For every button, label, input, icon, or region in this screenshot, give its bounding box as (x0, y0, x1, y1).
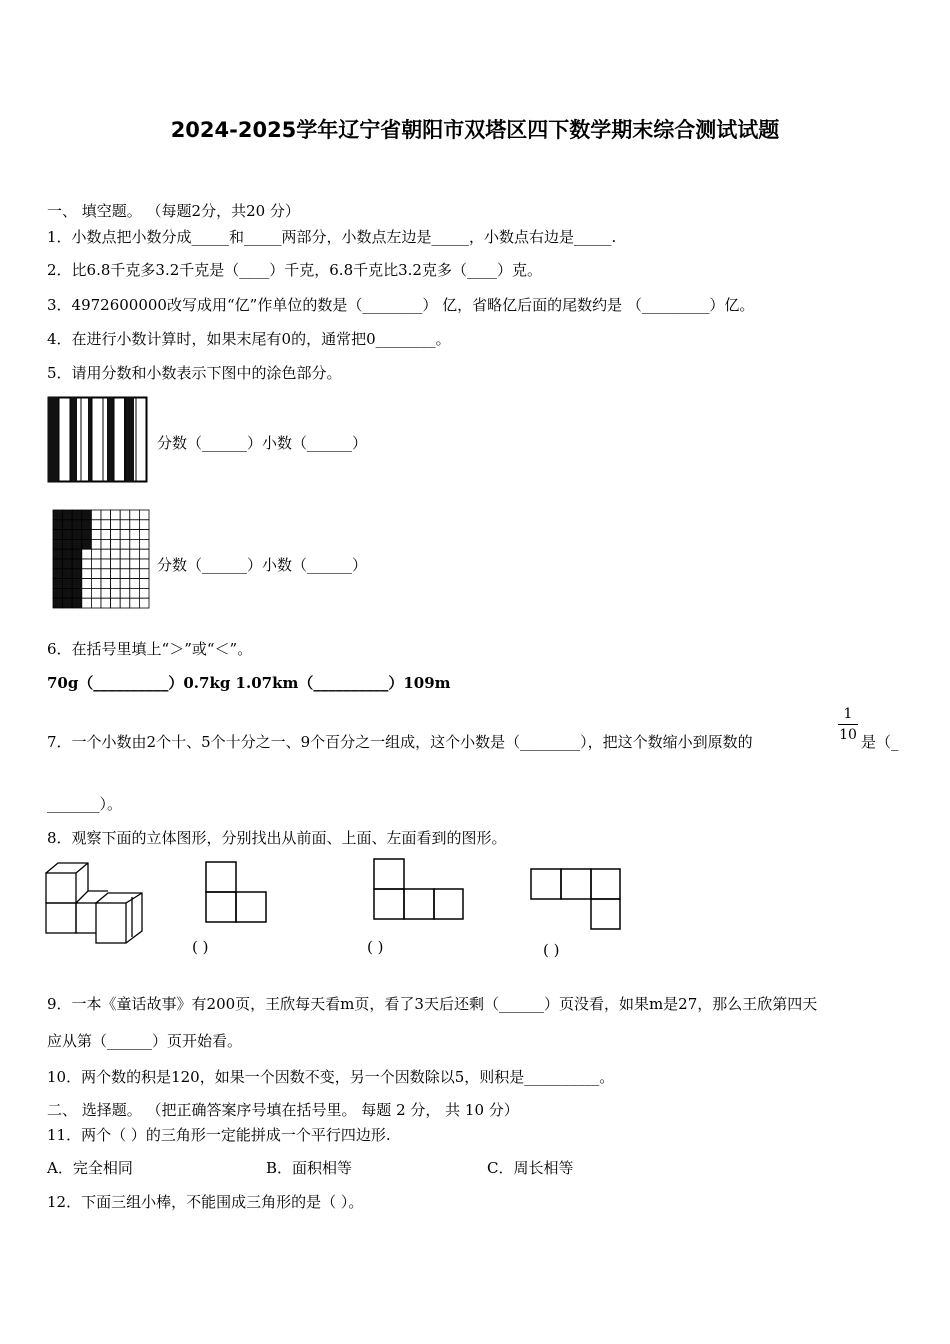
grid-cell (139, 539, 149, 549)
grid-cell (82, 539, 92, 549)
grid-cell (120, 588, 130, 598)
grid-cell (130, 510, 140, 520)
grid-cell (63, 530, 73, 540)
grid-cell (139, 530, 149, 540)
grid-cell (139, 598, 149, 608)
grid-cell (82, 549, 92, 559)
grid-cell (139, 510, 149, 520)
grid-cell (111, 579, 121, 589)
grid-cell (91, 539, 101, 549)
grid-cell (101, 569, 111, 579)
grid-cell (72, 588, 82, 598)
question-7-continued: _______）。 (47, 795, 123, 813)
grid-cell (120, 579, 130, 589)
grid-cell (53, 579, 63, 589)
question-9: 9．一本《童话故事》有200页，王欣每天看m页，看了3天后还剩（______）页没看，如果m是27，那么王欣第四天 (47, 995, 818, 1013)
question-8: 8．观察下面的立体图形，分别找出从前面、上面、左面看到的图形。 (47, 829, 507, 847)
fraction-numerator: 1 (843, 706, 853, 722)
fraction-one-tenth (838, 706, 858, 743)
figure-2-answer: 分数（______）小数（______） (157, 556, 368, 574)
grid-cell (82, 520, 92, 530)
grid-cell (82, 579, 92, 589)
grid-cell (53, 569, 63, 579)
figure-1-answer: 分数（______）小数（______） (157, 434, 368, 452)
grid-cell (72, 569, 82, 579)
question-12: 12．下面三组小棒，不能围成三角形的是（ ）。 (47, 1193, 364, 1211)
grid-cell (82, 559, 92, 569)
grid-cell (72, 520, 82, 530)
section-1-heading: 一、 填空题。 （每题2分，共20 分） (47, 202, 300, 220)
question-2: 2．比6.8千克多3.2千克是（____）千克，6.8千克比3.2克多（____）克。 (47, 261, 542, 279)
grid-cell (111, 588, 121, 598)
grid-cell (63, 520, 73, 530)
grid-cell (63, 579, 73, 589)
grid-cell (130, 530, 140, 540)
grid-cell (63, 559, 73, 569)
question-6-compare: 70g（__________）0.7kg 1.07km（__________）109m (47, 674, 451, 692)
view-option-3 (530, 868, 622, 930)
grid-cell (111, 539, 121, 549)
grid-cell (120, 539, 130, 549)
grid-cell (139, 569, 149, 579)
grid-cell (101, 530, 111, 540)
grid-cell (139, 559, 149, 569)
grid-cell (130, 569, 140, 579)
grid-cell (63, 539, 73, 549)
grid-cell (53, 559, 63, 569)
grid-cell (63, 598, 73, 608)
question-7-end: 是（_ (861, 733, 899, 751)
grid-cell (120, 520, 130, 530)
grid-cell (82, 569, 92, 579)
option-c: C．周长相等 (487, 1159, 574, 1177)
fraction-denominator: 10 (839, 727, 857, 743)
view-option-1 (205, 861, 269, 923)
grid-cell (82, 530, 92, 540)
grid-cell (111, 559, 121, 569)
grid-cell (101, 510, 111, 520)
grid-cell (101, 588, 111, 598)
grid-cell (101, 549, 111, 559)
grid-cell (53, 510, 63, 520)
question-11: 11．两个（ ）的三角形一定能拼成一个平行四边形. (47, 1126, 391, 1144)
grid-cell (91, 559, 101, 569)
grid-cell (130, 588, 140, 598)
stripes-figure (48, 397, 148, 483)
grid-cell (120, 549, 130, 559)
grid-cell (91, 510, 101, 520)
grid-cell (111, 510, 121, 520)
grid-cell (139, 549, 149, 559)
grid-cell (139, 520, 149, 530)
grid-cell (139, 588, 149, 598)
grid-cell (130, 549, 140, 559)
grid-cell (120, 569, 130, 579)
question-4: 4．在进行小数计算时，如果末尾有0的，通常把0________。 (47, 330, 451, 348)
grid-figure (52, 509, 150, 610)
grid-cell (130, 539, 140, 549)
grid-cell (72, 530, 82, 540)
grid-cell (101, 539, 111, 549)
grid-cell (63, 569, 73, 579)
grid-cell (91, 588, 101, 598)
grid-cell (82, 510, 92, 520)
view-3-answer-blank: ( ) (543, 941, 560, 959)
grid-cell (101, 520, 111, 530)
page-title: 2024-2025学年辽宁省朝阳市双塔区四下数学期末综合测试试题 (170, 118, 780, 142)
grid-cell (72, 559, 82, 569)
grid-cell (91, 579, 101, 589)
grid-cell (120, 510, 130, 520)
grid-cell (120, 530, 130, 540)
question-5: 5．请用分数和小数表示下图中的涂色部分。 (47, 364, 342, 382)
grid-cell (111, 598, 121, 608)
grid-cell (53, 539, 63, 549)
grid-cell (130, 520, 140, 530)
grid-cell (63, 549, 73, 559)
grid-cell (130, 579, 140, 589)
grid-cell (91, 520, 101, 530)
grid-cell (63, 588, 73, 598)
grid-cell (120, 598, 130, 608)
grid-cell (72, 539, 82, 549)
grid-cell (82, 588, 92, 598)
grid-cell (82, 598, 92, 608)
grid-cell (53, 520, 63, 530)
grid-cell (72, 598, 82, 608)
grid-cell (101, 579, 111, 589)
question-1: 1．小数点把小数分成_____和_____两部分，小数点左边是_____，小数点右边是_____. (47, 228, 617, 246)
grid-cell (72, 549, 82, 559)
grid-cell (111, 569, 121, 579)
grid-cell (53, 549, 63, 559)
question-7: 7．一个小数由2个十、5个十分之一、9个百分之一组成，这个小数是（________），把这个数缩小到原数的 (47, 733, 753, 751)
grid-cell (120, 559, 130, 569)
grid-cell (111, 520, 121, 530)
grid-cell (101, 559, 111, 569)
view-option-2 (373, 858, 465, 920)
grid-cell (91, 530, 101, 540)
grid-cell (139, 579, 149, 589)
grid-cell (130, 598, 140, 608)
cube-solid-figure (44, 861, 148, 947)
question-10: 10．两个数的积是120，如果一个因数不变，另一个因数除以5，则积是__________。 (47, 1068, 615, 1086)
grid-cell (101, 598, 111, 608)
grid-cell (91, 549, 101, 559)
grid-cell (111, 549, 121, 559)
option-b: B．面积相等 (266, 1159, 353, 1177)
question-3: 3．4972600000改写成用“亿”作单位的数是（________） 亿，省略亿后面的尾数约是 （_________）亿。 (47, 296, 755, 314)
grid-cell (72, 579, 82, 589)
option-a: A．完全相同 (47, 1159, 133, 1177)
section-2-heading: 二、 选择题。 （把正确答案序号填在括号里。 每题 2 分， 共 10 分） (47, 1101, 519, 1119)
grid-cell (53, 598, 63, 608)
question-9-continued: 应从第（______）页开始看。 (47, 1032, 243, 1050)
grid-cell (91, 569, 101, 579)
grid-cell (91, 598, 101, 608)
view-1-answer-blank: ( ) (192, 938, 209, 956)
view-2-answer-blank: ( ) (367, 938, 384, 956)
grid-cell (72, 510, 82, 520)
grid-cell (63, 510, 73, 520)
question-6: 6．在括号里填上“＞”或“＜”。 (47, 640, 253, 658)
grid-cell (53, 530, 63, 540)
grid-cell (111, 530, 121, 540)
grid-cell (53, 588, 63, 598)
grid-cell (130, 559, 140, 569)
